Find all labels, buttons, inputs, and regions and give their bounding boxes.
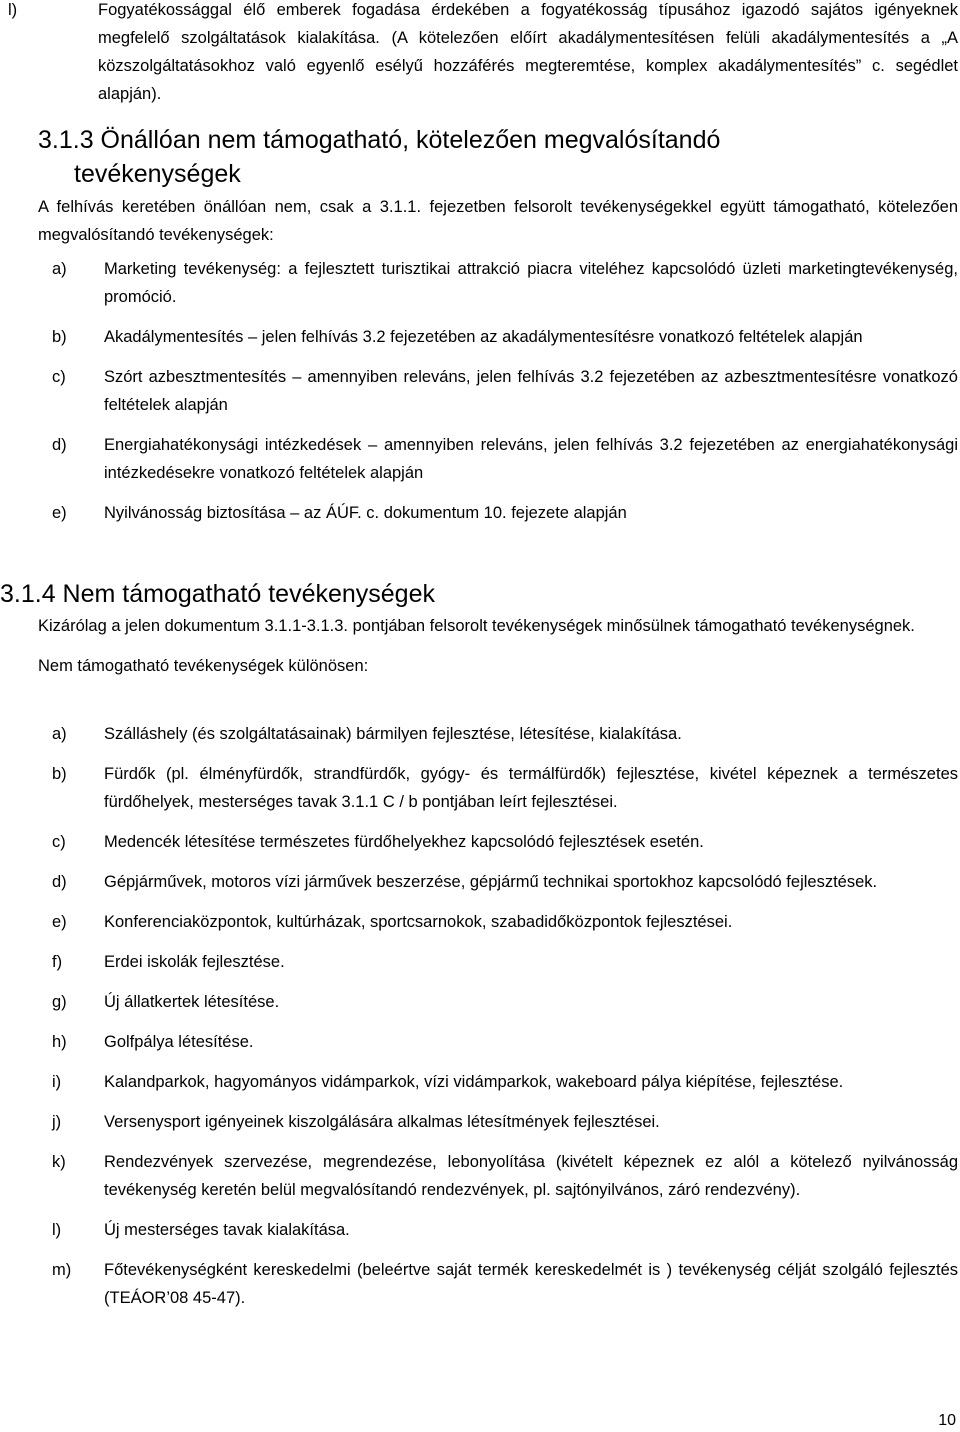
list-item — [38, 1068, 958, 1096]
list-item — [38, 988, 958, 1016]
list-item-label: c) — [52, 368, 66, 386]
list-item-label: d) — [52, 873, 67, 891]
list-item-label: a) — [52, 725, 67, 743]
list-item-label: e) — [52, 504, 67, 522]
list-item-text: Kalandparkok, hagyományos vidámparkok, vízi vidámparkok, wakeboard pálya kiépítése, fejlesztése. — [104, 1073, 844, 1091]
section-3-1-3 — [38, 123, 958, 249]
list-item — [38, 720, 958, 748]
list-item — [38, 1028, 958, 1056]
list-item-label: b) — [52, 765, 67, 783]
list-item-text: Energiahatékonysági intézkedések – amennyiben releváns, jelen felhívás 3.2 fejezetében az energiahatékonysági intézkedésekre vonatkozó feltételek alapján — [104, 436, 958, 482]
list-item-text: Gépjárművek, motoros vízi járművek beszerzése, gépjármű technikai sportokhoz kapcsolódó fejlesztések. — [104, 873, 878, 891]
section-3-1-4-body — [38, 612, 958, 680]
list-item-text: Medencék létesítése természetes fürdőhelyekhez kapcsolódó fejlesztések esetén. — [104, 833, 704, 851]
list-item — [38, 363, 958, 419]
list-item-label: l) — [8, 1, 18, 19]
list-item-label: j) — [52, 1113, 62, 1131]
section-heading: 3.1.4 Nem támogatható tevékenységek — [0, 580, 435, 608]
list-item-text: Nyilvánosság biztosítása – az ÁÚF. c. dokumentum 10. fejezete alapján — [104, 504, 627, 522]
list-item-label: m) — [52, 1261, 72, 1279]
list-item-text: Akadálymentesítés – jelen felhívás 3.2 fejezetében az akadálymentesítésre vonatkozó feltételek alapján — [104, 328, 863, 346]
section-3-1-4-list — [38, 720, 958, 1312]
section-3-1-3-list — [38, 255, 958, 527]
section-heading — [38, 123, 958, 191]
list-item-text: Golfpálya létesítése. — [104, 1033, 254, 1051]
section-heading-line: 3.1.3 Önállóan nem támogatható, kötelezően megvalósítandó — [38, 126, 721, 154]
list-item-label: l) — [52, 1221, 62, 1239]
list-item-text: Főtevékenységként kereskedelmi (beleértve saját termék kereskedelmét is ) tevékenység célját szolgáló fejlesztés (TEÁOR’08 45-47). — [104, 1261, 958, 1307]
section-3-1-4 — [0, 577, 958, 611]
list-item — [38, 1148, 958, 1204]
list-item-text: Fürdők (pl. élményfürdők, strandfürdők, gyógy- és termálfürdők) fejlesztése, kivétel képeznek a természetes fürdőhelyek, mesterséges tavak 3.1.1 C / b pontjában leírt fejlesztései. — [104, 765, 958, 811]
list-item — [38, 323, 958, 351]
list-item-text: Szórt azbesztmentesítés – amennyiben releváns, jelen felhívás 3.2 fejezetében az azbesztmentesítésre vonatkozó feltételek alapján — [104, 368, 958, 414]
list-item-text: Új állatkertek létesítése. — [104, 993, 280, 1011]
list-item-label: g) — [52, 993, 67, 1011]
list-item-label: i) — [52, 1073, 62, 1091]
section-heading-line: tevékenységek — [74, 160, 241, 188]
list-item-text: Konferenciaközpontok, kultúrházak, sportcsarnokok, szabadidőközpontok fejlesztései. — [104, 913, 733, 931]
list-item-text: Szálláshely (és szolgáltatásainak) bármilyen fejlesztése, létesítése, kialakítása. — [104, 725, 682, 743]
list-item-label: h) — [52, 1033, 67, 1051]
list-item-label: d) — [52, 436, 67, 454]
list-item — [38, 868, 958, 896]
list-item — [38, 828, 958, 856]
list-item-text: Fogyatékossággal élő emberek fogadása érdekében a fogyatékosság típusához igazodó sajátos igényeknek megfelelő szolgáltatások kialakítása. (A kötelezően előírt akadálymentesítésen felüli akadálymentesítés a „A közszolgáltatásokhoz való egyenlő esélyű hozzáférés megteremtése, komplex akadálymentesítés” c. segédlet alapján). — [98, 1, 958, 103]
list-item-label: k) — [52, 1153, 66, 1171]
list-item — [38, 499, 958, 527]
list-item-text: Rendezvények szervezése, megrendezése, lebonyolítása (kivételt képeznek ez alól a kötelező nyilvánosság tevékenység keretén belül megvalósítandó rendezvények, pl. sajtónyilvános, záró rendezvény). — [104, 1153, 958, 1199]
page-number: 10 — [938, 1412, 956, 1429]
list-item — [38, 431, 958, 487]
list-item — [38, 1216, 958, 1244]
list-item-text: Versenysport igényeinek kiszolgálására alkalmas létesítmények fejlesztései. — [104, 1113, 660, 1131]
list-item — [38, 760, 958, 816]
list-item — [38, 1108, 958, 1136]
list-item-label: f) — [52, 953, 63, 971]
list-item-label: c) — [52, 833, 66, 851]
list-item-text: Erdei iskolák fejlesztése. — [104, 953, 285, 971]
list-item — [38, 948, 958, 976]
list-item — [38, 1256, 958, 1312]
list-item-label: b) — [52, 328, 67, 346]
section-intro: A felhívás keretében önállóan nem, csak a 3.1.1. fejezetben felsorolt tevékenységekkel együtt támogatható, kötelezően megvalósítandó tevékenységek: — [38, 198, 958, 244]
list-item-text: Marketing tevékenység: a fejlesztett turisztikai attrakció piacra viteléhez kapcsolódó üzleti marketingtevékenység, promóció. — [104, 260, 958, 306]
section-subintro: Nem támogatható tevékenységek különösen: — [38, 657, 369, 675]
list-item-label: e) — [52, 913, 67, 931]
list-item-text: Új mesterséges tavak kialakítása. — [104, 1221, 350, 1239]
list-item — [38, 908, 958, 936]
list-item — [0, 0, 958, 108]
section-intro: Kizárólag a jelen dokumentum 3.1.1-3.1.3. pontjában felsorolt tevékenységek minősülnek támogatható tevékenységnek. — [38, 617, 915, 635]
list-item-label: a) — [52, 260, 67, 278]
list-item — [38, 255, 958, 311]
